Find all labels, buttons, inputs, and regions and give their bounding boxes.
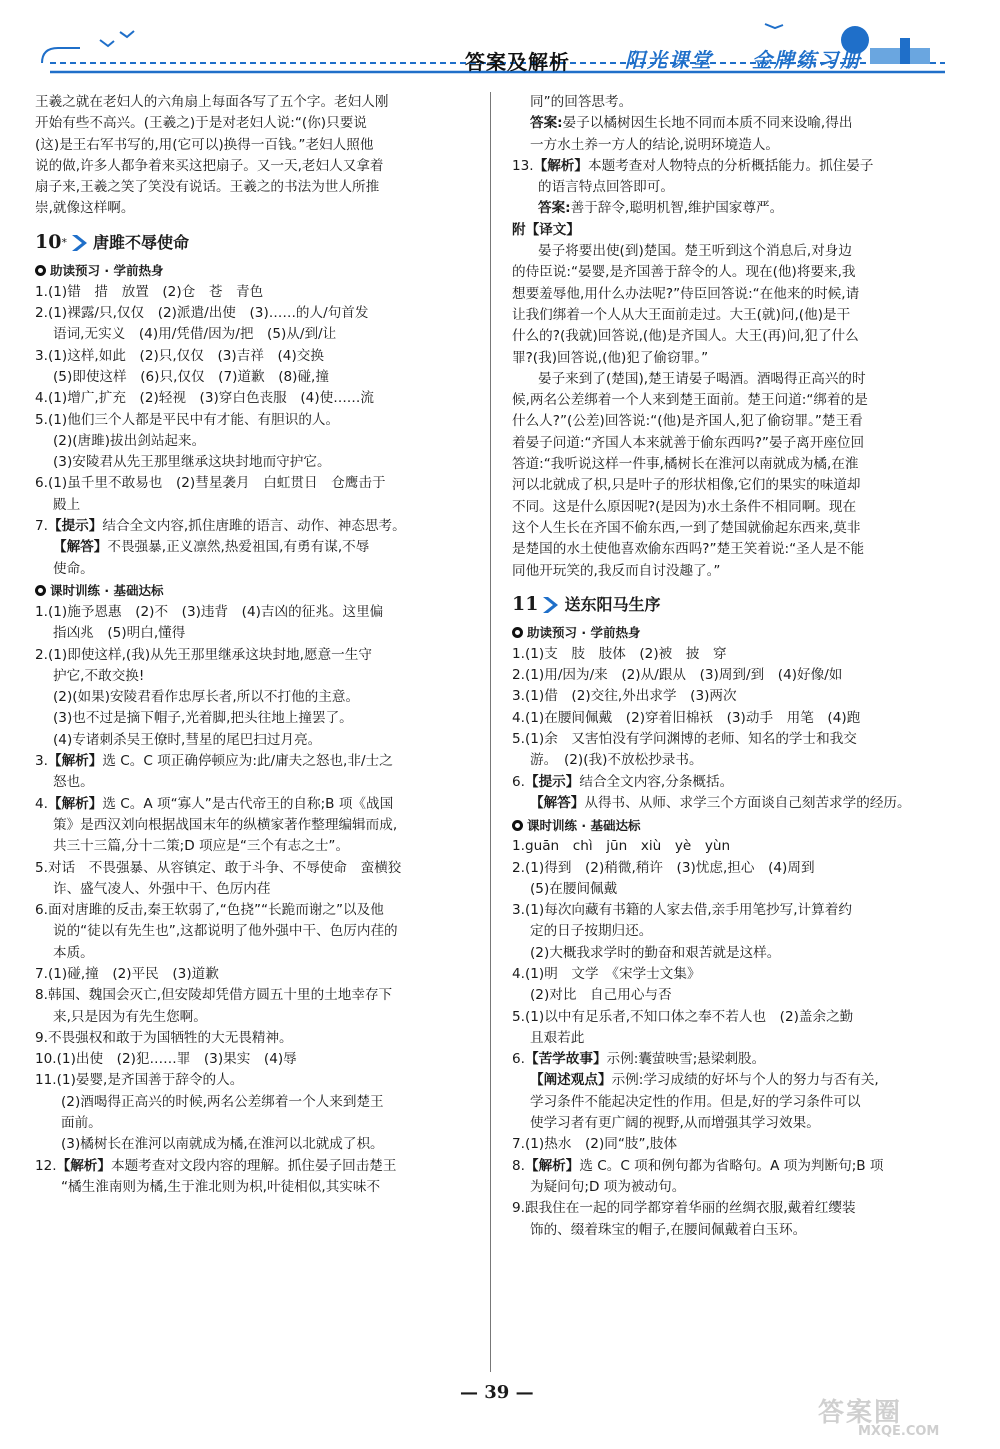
answer-line: 7.(1)碰,撞 (2)平民 (3)道歉 (35, 965, 219, 982)
answer-line: 1.guān chì jūn xiù yè yùn (512, 838, 731, 855)
section-header (35, 260, 475, 282)
chevron-right-icon (540, 594, 562, 616)
answer-line: 面前。 (61, 1115, 102, 1132)
section-header (512, 622, 952, 644)
answer-line: 学习条件不能起决定性的作用。但是,好的学习条件可以 (530, 1093, 861, 1110)
section-bullet-icon (35, 265, 46, 276)
answer-line: 饰的、缀着珠宝的帽子,在腰间佩戴着白玉环。 (530, 1221, 807, 1238)
lesson-10-title (35, 230, 475, 256)
answer-line: 本质。 (53, 944, 94, 961)
answer-line: “橘生淮南则为橘,生于淮北则为枳,叶徒相似,其实味不 (61, 1178, 381, 1195)
answer-line: 1.(1)施予恩惠 (2)不 (3)违背 (4)吉凶的征兆。这里偏 (35, 603, 384, 620)
answer-line: 2.(1)即使这样,(我)从先王那里继承这块封地,愿意一生守 (35, 646, 372, 663)
answer-line: 5.(1)以中有足乐者,不知口体之奉不若人也 (2)盖余之勤 (512, 1008, 854, 1025)
answer-line: 6.【苦学故事】示例:囊萤映雪;悬梁刺股。 (512, 1051, 766, 1068)
answer-line: 2.(1)裸露/只,仅仅 (2)派遣/出使 (3)……的人/句首发 (35, 305, 369, 322)
answer-line: 晏子将要出使(到)楚国。楚王听到这个消息后,对身边 (538, 243, 852, 260)
brand-title: 阳光课堂 (625, 48, 713, 72)
answer-line: 什么的?(我就)回答说,(他)是齐国人。大王(再)问,犯了什么 (512, 328, 859, 345)
answer-line: (3)橘树长在淮河以南就成为橘,在淮河以北就成了枳。 (61, 1136, 384, 1153)
answer-line: 【解答】不畏强暴,正义凛然,热爱祖国,有勇有谋,不辱 (53, 539, 370, 556)
answer-line: 1.(1)支 肢 肢体 (2)被 披 穿 (512, 645, 727, 662)
answer-line: (3)也不过是摘下帽子,光着脚,把头往地上撞罢了。 (53, 710, 353, 727)
appendix-label: 附【译文】 (512, 221, 580, 238)
answer-line: 罪?(我)回答说,(他)犯了偷窃罪。” (512, 349, 709, 366)
chevron-right-icon (69, 232, 91, 254)
answer-line: 是楚国的水土使他喜欢偷东西吗?”楚王笑着说:“圣人是不能 (512, 541, 865, 558)
lesson-number: 10 (35, 231, 62, 254)
answer-line: 2.(1)用/因为/来 (2)从/跟从 (3)周到/到 (4)好像/如 (512, 667, 843, 684)
lesson-title: 送东阳马生序 (564, 595, 661, 615)
intro-line: 说的做,许多人都争着来买这把扇子。又一天,老妇人又拿着 (35, 157, 384, 174)
page-number: — 39 — (460, 1382, 534, 1403)
answer-line: 为疑问句;D 项为被动句。 (530, 1178, 686, 1195)
answer-line: 【解答】从得书、从师、求学三个方面谈自己刻苦求学的经历。 (530, 794, 911, 811)
answer-line: (2)(如果)安陵君看作忠厚长者,所以不打他的主意。 (53, 689, 360, 706)
answer-line: 着晏子问道:“齐国人本来就善于偷东西吗?”晏子离开座位回 (512, 434, 865, 451)
lesson-mark: * (61, 236, 67, 250)
answer-line: 使命。 (53, 560, 94, 577)
answer-line: 让我们绑着一个人从大王面前走过。大王(就)问,(他)是干 (512, 306, 851, 323)
answer-line: 使学习者有更广阔的视野,从而增强其学习效果。 (530, 1115, 820, 1132)
section-bullet-icon (512, 820, 523, 831)
answer-list (35, 602, 475, 751)
answer-line: 说的“徒以有先生也”,这都说明了他外强中干、色厉内荏的 (53, 923, 398, 940)
brand-subtitle: 金牌练习册 (752, 48, 862, 72)
intro-line: 扇子来,王羲之笑了笑没有说话。王羲之的书法为世人所推 (35, 179, 380, 196)
answer-list (512, 644, 952, 772)
answer-line: 5.(1)他们三个人都是平民中有才能、有胆识的人。 (35, 411, 340, 428)
answer-line: 河以北就成了枳,只是叶子的形状相像,它们的果实的味道却 (512, 477, 861, 494)
answer-line: 1.(1)错 措 放置 (2)仓 苍 青色 (35, 283, 264, 300)
answer-line: (2)(唐雎)拔出剑站起来。 (53, 432, 206, 449)
answer-line: 想要羞辱他,用什么办法呢?”侍臣回答说:“在他来的时候,请 (512, 285, 860, 302)
answer-line: 答道:“我听说这样一件事,橘树长在淮河以南就成为橘,在淮 (512, 456, 859, 473)
answer-line: 3.(1)这样,如此 (2)只,仅仅 (3)吉祥 (4)交换 (35, 347, 324, 364)
answer-line: 答案:善于辞令,聪明机智,维护国家尊严。 (538, 200, 784, 217)
lesson-title: 唐雎不辱使命 (92, 233, 189, 253)
answer-line: 同”的回答思考。 (530, 94, 633, 110)
intro-line: 王羲之就在老妇人的六角扇上每面各写了五个字。老妇人刚 (35, 94, 389, 110)
column-divider (490, 92, 491, 1372)
answer-line: 这个人生长在齐国不偷东西,一到了楚国就偷起东西来,莫非 (512, 519, 861, 536)
section-bullet-icon (512, 627, 523, 638)
watermark-logo (818, 1392, 988, 1442)
answer-line: 护它,不敢交换! (53, 667, 145, 684)
answer-line: 3.(1)借 (2)交往,外出求学 (3)两次 (512, 688, 737, 705)
answer-line: 7.(1)热水 (2)同“肢”,肢体 (512, 1136, 678, 1153)
answer-line: 且艰若此 (530, 1029, 585, 1046)
answer-line: 同他开玩笑的,我反而自讨没趣了。” (512, 562, 721, 579)
answer-line: 6.面对唐雎的反击,秦王软弱了,“色挠”“长跪而谢之”以及他 (35, 902, 384, 919)
answer-line: 8.韩国、魏国会灭亡,但安陵却凭借方圆五十里的土地幸存下 (35, 987, 393, 1004)
answer-line: (2)对比 自己用心与否 (530, 987, 672, 1004)
bird-icon-2 (765, 24, 783, 28)
section-title: 助读预习 · 学前热身 (527, 625, 641, 641)
answer-line: 2.(1)得到 (2)稍微,稍许 (3)忧虑,担心 (4)周到 (512, 859, 815, 876)
answer-list (512, 836, 952, 1049)
answer-line: 晏子来到了(楚国),楚王请晏子喝酒。酒喝得正高兴的时 (538, 370, 866, 387)
answer-line: 7.【提示】结合全文内容,抓住唐雎的语言、动作、神态思考。 (35, 518, 406, 535)
lesson-number: 11 (512, 593, 539, 616)
watermark-text: 答案圈 (818, 1398, 903, 1428)
answer-line: 定的日子按期归还。 (530, 923, 653, 940)
answer-line: 的语言特点回答即可。 (538, 179, 674, 196)
answer-line: 8.【解析】选 C。C 项和例句都为省略句。A 项为判断句;B 项 (512, 1157, 884, 1174)
answer-line: 10.(1)出使 (2)犯……罪 (3)果实 (4)辱 (35, 1051, 297, 1068)
answer-line: 6.【提示】结合全文内容,分条概括。 (512, 773, 734, 790)
answer-line: 怒也。 (53, 774, 94, 791)
intro-line: 崇,就像这样啊。 (35, 200, 135, 217)
lesson-11-title (512, 592, 952, 618)
answer-list (512, 92, 952, 113)
answer-line: 什么人?”(公差)回答说:“(他)是齐国人,犯了偷窃罪。”楚王看 (512, 413, 863, 430)
answer-line: 13.【解析】本题考查对人物特点的分析概括能力。抓住晏子 (512, 157, 874, 174)
section-header (35, 580, 475, 602)
answer-line: 的侍臣说:“晏婴,是齐国善于辞令的人。现在(他)将要来,我 (512, 264, 856, 281)
right-column (512, 92, 952, 1241)
answer-line: (3)安陵君从先王那里继承这块封地而守护它。 (53, 454, 331, 471)
answer-line: 【阐述观点】示例:学习成绩的好坏与个人的努力与否有关, (530, 1072, 879, 1089)
answer-line: 5.对话 不畏强暴、从容镇定、敢于斗争、不辱使命 蛮横狡 (35, 859, 402, 876)
answer-line: (2)酒喝得正高兴的时候,两名公差绑着一个人来到楚王 (61, 1093, 384, 1110)
answer-line: 游。 (2)(我)不放松抄录书。 (530, 752, 703, 769)
answer-line: 4.(1)增广,扩充 (2)轻视 (3)穿白色丧服 (4)使……流 (35, 390, 374, 407)
answer-line: (5)在腰间佩戴 (530, 880, 618, 897)
intro-translation (35, 92, 475, 220)
answer-line: 一方水土养一方人的结论,说明环境造人。 (530, 136, 780, 153)
answer-line: 共三十三篇,分十二策;D 项应是“三个有志之士”。 (53, 838, 350, 855)
left-column (35, 92, 475, 1198)
answer-line: (4)专诸刺杀吴王僚时,彗星的尾巴扫过月亮。 (53, 731, 322, 748)
answer-line: 指凶兆 (5)明白,懂得 (53, 625, 186, 642)
answer-list (35, 282, 475, 516)
answer-line: 来,只是因为有先生您啊。 (53, 1008, 207, 1025)
answer-line: 候,两名公差绑着一个人来到楚王面前。楚王问道:“绑着的是 (512, 392, 868, 409)
answer-line: 9.跟我住在一起的同学都穿着华丽的丝绸衣服,戴着红缨装 (512, 1200, 856, 1217)
answer-line: 诈、盛气凌人、外强中干、色厉内荏 (53, 880, 271, 897)
answer-line: (5)即使这样 (6)只,仅仅 (7)道歉 (8)碰,撞 (53, 368, 329, 385)
answer-line: 6.(1)虽千里不敢易也 (2)彗星袭月 白虹贯日 仓鹰击于 (35, 475, 386, 492)
answer-label: 答案及解析 (465, 50, 570, 74)
answer-line: 答案:晏子以橘树因生长地不同而本质不同来设喻,得出 (530, 115, 853, 132)
page-header (40, 18, 960, 80)
answer-line: 策》是西汉刘向根据战国末年的纵横家著作整理编辑而成, (53, 816, 398, 833)
intro-line: (这)是王右军书写的,用(它可以)换得一百钱。”老妇人照他 (35, 136, 374, 153)
bird-icon (100, 31, 134, 46)
answer-line: 不同。这是什么原因呢?(是因为)水土条件不相同啊。现在 (512, 498, 857, 515)
answer-list (35, 858, 475, 1156)
answer-line: 4.【解析】选 C。A 项“寡人”是古代帝王的自称;B 项《战国 (35, 795, 394, 812)
answer-line: 5.(1)余 又害怕没有学问渊博的老师、知名的学士和我交 (512, 731, 857, 748)
answer-line: 3.(1)每次向藏有书籍的人家去借,亲手用笔抄写,计算着约 (512, 902, 852, 919)
answer-line: 12.【解析】本题考查对文段内容的理解。抓住晏子回击楚王 (35, 1157, 397, 1174)
section-title: 助读预习 · 学前热身 (50, 263, 164, 279)
answer-line: 3.【解析】选 C。C 项正确停顿应为:此/庸夫之怒也,非/士之 (35, 753, 393, 770)
answer-line: 11.(1)晏婴,是齐国善于辞令的人。 (35, 1072, 244, 1089)
answer-line: 殿上 (53, 496, 81, 513)
answer-line: 4.(1)在腰间佩戴 (2)穿着旧棉袄 (3)动手 用笔 (4)跑 (512, 709, 861, 726)
translation-text (512, 241, 952, 582)
answer-line: 语词,无实义 (4)用/凭借/因为/把 (5)从/到/让 (53, 326, 337, 343)
section-header (512, 814, 952, 836)
section-title: 课时训练 · 基础达标 (527, 817, 641, 833)
section-title: 课时训练 · 基础达标 (50, 583, 164, 599)
answer-line: 9.不畏强权和敢于为国牺牲的大无畏精神。 (35, 1029, 293, 1046)
answer-line: (2)大概我求学时的勤奋和艰苦就是这样。 (530, 944, 781, 961)
intro-line: 开始有些不高兴。(王羲之)于是对老妇人说:“(你)只要说 (35, 115, 367, 132)
answer-line: 4.(1)明 文学 《宋学士文集》 (512, 965, 701, 982)
section-bullet-icon (35, 585, 46, 596)
watermark-url: MXQE.COM (858, 1424, 940, 1439)
